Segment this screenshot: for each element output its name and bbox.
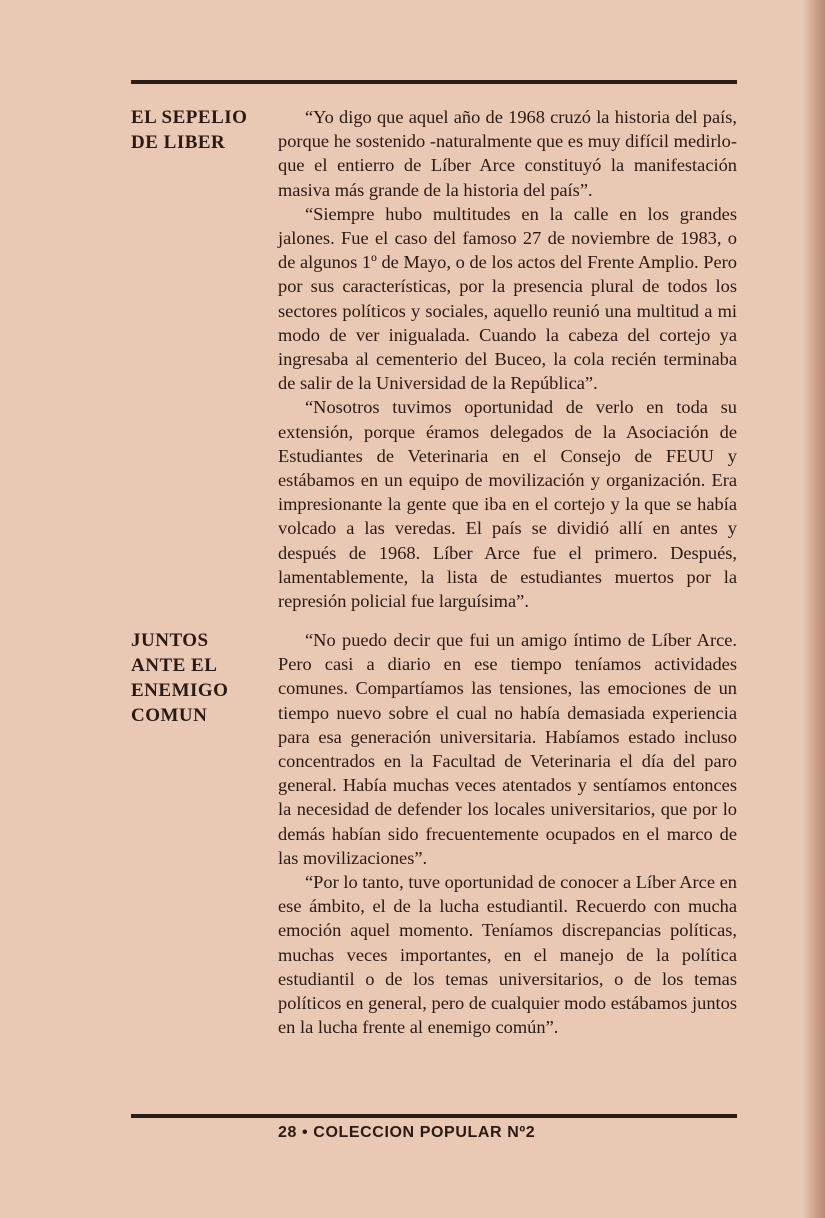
section-heading xyxy=(131,628,261,728)
paragraph: “Nosotros tuvimos oportunidad de verlo en toda su extensión, porque éramos delegados de la Asociación de Estudiantes de Veterinaria en el Consejo de FEUU y estábamos en un equipo de movilización y organización. Era impresionante la gente que iba en el cortejo y la que se había volcado a las veredas. El país se dividió allí en antes y después de 1968. Líber Arce fue el primero. Después, lamentablemente, la lista de estudiantes muertos por la represión policial fue larguísima”. xyxy=(278,397,737,612)
page-edge xyxy=(803,0,825,1218)
section-body xyxy=(278,105,737,613)
top-rule xyxy=(131,80,737,84)
section-body xyxy=(278,628,737,1039)
heading-line: ENEMIGO xyxy=(131,680,229,701)
paragraph: “Siempre hubo multitudes en la calle en los grandes jalones. Fue el caso del famoso 27 de noviembre de 1983, o de algunos 1º de Mayo, o de los actos del Frente Amplio. Pero por sus características, por la presencia plural de todos los sectores políticos y sociales, aquello reunió una multitud a mi modo de ver inigualada. Cuando la cabeza del cortejo ya ingresaba al cementerio del Buceo, la cola recién terminaba de salir de la Universidad de la República”. xyxy=(278,203,737,394)
paragraph: “Por lo tanto, tuve oportunidad de conocer a Líber Arce en ese ámbito, el de la lucha estudiantil. Recuerdo con mucha emoción aquel momento. Teníamos discrepancias políticas, muchas veces importantes, en el manejo de la política estudiantil o de los temas universitarios, o de los temas políticos en general, pero de cualquier modo estábamos juntos en la lucha frente al enemigo común”. xyxy=(278,872,737,1038)
section-el-sepelio xyxy=(131,105,737,612)
heading-line: DE LIBER xyxy=(131,132,226,153)
heading-line: ANTE EL xyxy=(131,655,218,676)
heading-line: JUNTOS xyxy=(131,630,209,651)
heading-line: EL SEPELIO xyxy=(131,107,248,128)
section-heading xyxy=(131,105,261,155)
heading-line: COMUN xyxy=(131,705,208,726)
paragraph: “No puedo decir que fui un amigo íntimo de Líber Arce. Pero casi a diario en ese tiempo teníamos actividades comunes. Compartíamos las tensiones, las emociones de un tiempo nuevo sobre el cual no había demasiada experiencia para esa generación universitaria. Habíamos estado incluso concentrados en la Facultad de Veterinaria el día del paro general. Había muchas veces atentados y sentíamos entonces la necesidad de defender los locales universitarios, que por lo demás habían sido frecuentemente ocupados en el marco de las movilizaciones”. xyxy=(278,630,737,868)
paragraph: “Yo digo que aquel año de 1968 cruzó la historia del país, porque he sostenido -naturalmente que es muy difícil medirlo- que el entierro de Líber Arce constituyó la manifestación masiva más grande de la historia del país”. xyxy=(278,107,737,200)
page-footer: 28 • COLECCION POPULAR Nº2 xyxy=(278,1124,536,1141)
bottom-rule xyxy=(131,1114,737,1118)
section-juntos xyxy=(131,628,737,1038)
